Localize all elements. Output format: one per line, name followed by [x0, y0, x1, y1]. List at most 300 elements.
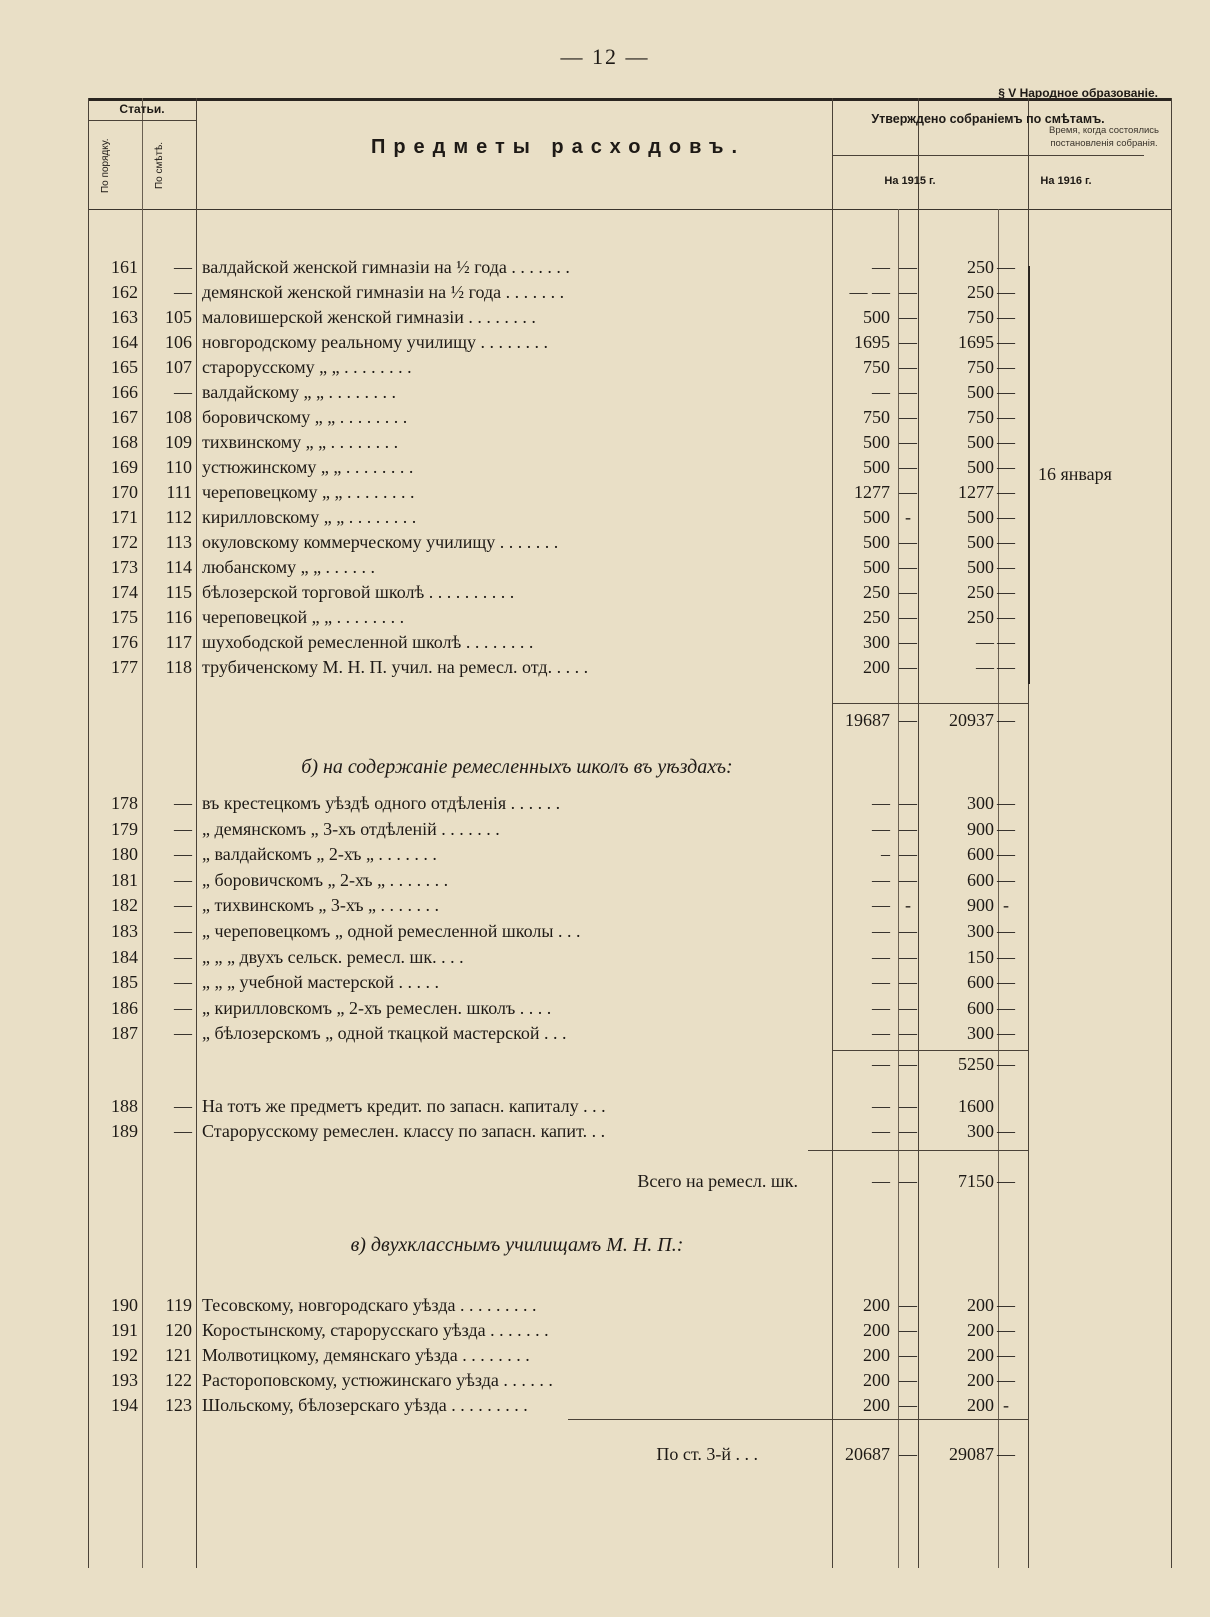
dash-1915: — [899, 382, 917, 402]
row-number: 186 [111, 997, 138, 1018]
value-1915: — [872, 895, 890, 916]
value-1915: 250 [863, 607, 890, 627]
row-number: 168 [111, 432, 138, 452]
dash-1916: — [997, 818, 1015, 839]
dash-1916: — [997, 946, 1015, 967]
row-description: „ тихвинскомъ „ 3-хъ „ . . . . . . . [202, 895, 440, 916]
row-number: 192 [111, 1345, 138, 1365]
row-description: любанскому „ „ . . . . . . [202, 557, 376, 577]
row-number: 173 [111, 557, 138, 577]
value-1916: 1277 [958, 482, 994, 502]
subheading-v: в) двухкласснымъ училищамъ М. Н. П.: [350, 1234, 684, 1256]
value-1915: — [872, 793, 890, 813]
dash-1915: — [899, 997, 917, 1018]
table-row [88, 255, 1172, 280]
total-remesl-label: Всего на ремесл. шк. [637, 1171, 798, 1191]
dash-1916: — [997, 407, 1015, 427]
estimate-number: — [174, 921, 192, 941]
row-description: „ демянскомъ „ 3-хъ отдѣленій . . . . . . . [202, 818, 500, 839]
dash-1915: — [899, 607, 917, 627]
estimate-number: 106 [165, 332, 192, 352]
dash-1915: — [899, 946, 917, 967]
dash-1915: — [899, 1171, 917, 1191]
table-row [88, 580, 1172, 605]
dash-1916: — [997, 607, 1015, 627]
value-1915: 500 [863, 432, 890, 452]
row-description: валдайскому „ „ . . . . . . . . [202, 382, 397, 402]
estimate-number: 117 [165, 632, 192, 652]
dash-1916: — [997, 1320, 1015, 1340]
value-1915: — [872, 869, 890, 890]
date-bracket [1028, 266, 1036, 684]
row-description: кирилловскому „ „ . . . . . . . . [202, 507, 417, 527]
value-1915: 200 [863, 657, 890, 677]
dash-1916: — [997, 257, 1015, 277]
table-row [88, 945, 1172, 970]
value-1916: 250 [967, 257, 994, 277]
row-number: 165 [111, 357, 138, 377]
grand-total-label: По ст. 3-й . . . [656, 1444, 758, 1464]
row-number: 170 [111, 482, 138, 502]
dash-1915: — [899, 257, 917, 277]
dash-1915: — [899, 1320, 917, 1340]
row-number: 169 [111, 457, 138, 477]
value-1915: — [872, 818, 890, 839]
estimate-number: — [174, 972, 192, 993]
row-description: „ „ „ двухъ сельск. ремесл. шк. . . . [202, 946, 464, 967]
dash-1916: — [997, 632, 1015, 652]
table-row [88, 405, 1172, 430]
dash-1916: - [1003, 895, 1009, 916]
row-number: 185 [111, 972, 138, 993]
dash-1915: — [899, 1023, 917, 1044]
dash-1915: — [899, 869, 917, 890]
row-description: Тесовскому, новгородскаго уѣзда . . . . . . . . . [202, 1295, 537, 1315]
dash-1915: — [899, 357, 917, 377]
section-header: § V Народное образованіе. [998, 86, 1158, 100]
table-row [88, 655, 1172, 680]
table-row [88, 1094, 1172, 1119]
estimate-number: — [174, 895, 192, 916]
value-1915: 200 [863, 1295, 890, 1315]
value-1916: 200 [967, 1320, 994, 1340]
table-row [88, 893, 1172, 918]
row-description: Шольскому, бѣлозерскаго уѣзда . . . . . . . . . [202, 1395, 528, 1415]
dash-1916: — [997, 482, 1015, 502]
value-1915: 20687 [845, 1444, 890, 1464]
table-row [88, 605, 1172, 630]
subtotal-rule [832, 1050, 1028, 1051]
row-number: 182 [111, 895, 138, 916]
table-row-total-remesl [88, 1169, 1172, 1194]
row-number: 171 [111, 507, 138, 527]
page-number: — 12 — [560, 44, 650, 69]
estimate-number: — [174, 818, 192, 839]
dash-1915: — [899, 1096, 917, 1116]
row-number: 184 [111, 946, 138, 967]
value-1916: 500 [967, 457, 994, 477]
table-row [88, 919, 1172, 944]
header-bottom-rule [88, 209, 1172, 210]
estimate-number: 115 [165, 582, 192, 602]
dash-1915: — [899, 432, 917, 452]
row-number: 178 [111, 793, 138, 813]
table-row-subtotal-a [88, 708, 1172, 733]
header-stati: Статьи. [119, 102, 165, 116]
subtotal-rule [832, 703, 1028, 704]
row-number: 166 [111, 382, 138, 402]
value-1916: 900 [967, 895, 994, 916]
estimate-number: 116 [165, 607, 192, 627]
table-row [88, 280, 1172, 305]
estimate-number: 111 [166, 482, 192, 502]
expense-table [88, 98, 1172, 1568]
value-1915: 200 [863, 1320, 890, 1340]
value-1915: — [872, 972, 890, 993]
table-top-rule [88, 98, 1172, 101]
row-number: 189 [111, 1121, 138, 1141]
dash-1915: — [899, 1345, 917, 1365]
estimate-number: 113 [165, 532, 192, 552]
table-row [88, 505, 1172, 530]
value-1915: — [872, 1023, 890, 1044]
row-number: 194 [111, 1395, 138, 1415]
row-description: Молвотицкому, демянскаго уѣзда . . . . . . . . [202, 1345, 530, 1365]
row-number: 177 [111, 657, 138, 677]
header-po-poryadku: По порядку. [100, 138, 111, 193]
value-1916: 300 [967, 921, 994, 941]
dash-1915: — [899, 921, 917, 941]
table-row [88, 430, 1172, 455]
estimate-number: — [174, 257, 192, 277]
dash-1916: — [997, 307, 1015, 327]
header-stati-rule [88, 120, 196, 121]
dash-1915: — [899, 482, 917, 502]
value-1915: — [872, 1171, 890, 1191]
dash-1915: — [899, 1395, 917, 1415]
row-number: 175 [111, 607, 138, 627]
estimate-number: 112 [165, 507, 192, 527]
value-1916: 750 [967, 357, 994, 377]
table-row [88, 455, 1172, 480]
value-1915: 500 [863, 307, 890, 327]
table-row [88, 817, 1172, 842]
table-row [88, 996, 1172, 1021]
dash-1916: — [997, 1295, 1015, 1315]
subtotal-rule [808, 1150, 1028, 1151]
table-row [88, 970, 1172, 995]
dash-1916: — [997, 457, 1015, 477]
estimate-number: 120 [165, 1320, 192, 1340]
value-1915: 750 [863, 407, 890, 427]
dash-1916: — [997, 1121, 1015, 1141]
value-1915: — [872, 1054, 890, 1074]
value-1915: 250 [863, 582, 890, 602]
value-1916: 200 [967, 1345, 994, 1365]
estimate-number: — [174, 382, 192, 402]
dash-1915: — [899, 844, 917, 865]
table-row [88, 791, 1172, 816]
row-number: 181 [111, 869, 138, 890]
value-1915: — [872, 257, 890, 277]
table-row [88, 530, 1172, 555]
estimate-number: 108 [165, 407, 192, 427]
dash-1916: — [997, 332, 1015, 352]
value-1915: 500 [863, 457, 890, 477]
row-number: 183 [111, 921, 138, 941]
value-1916: 300 [967, 793, 994, 813]
dash-1915: — [899, 1370, 917, 1390]
table-row [88, 1393, 1172, 1418]
row-number: 162 [111, 282, 138, 302]
dash-1916: — [997, 921, 1015, 941]
row-number: 163 [111, 307, 138, 327]
table-row [88, 842, 1172, 867]
dash-1916: — [997, 1370, 1015, 1390]
value-1915: 1277 [854, 482, 890, 502]
value-1916: 750 [967, 307, 994, 327]
dash-1916: — [997, 282, 1015, 302]
value-1915: 200 [863, 1345, 890, 1365]
table-row [88, 1293, 1172, 1318]
value-1916: 250 [967, 282, 994, 302]
table-row [88, 555, 1172, 580]
value-1915: 500 [863, 532, 890, 552]
subtotal-rule [568, 1419, 1028, 1420]
dash-1916: — [997, 557, 1015, 577]
estimate-number: 122 [165, 1370, 192, 1390]
row-description: „ кирилловскомъ „ 2-хъ ремеслен. школъ . . . . [202, 997, 552, 1018]
row-number: 164 [111, 332, 138, 352]
dash-1916: — [997, 1054, 1015, 1074]
estimate-number: 105 [165, 307, 192, 327]
value-1916: 300 [967, 1023, 994, 1044]
dash-1915: — [899, 332, 917, 352]
value-1916: — [976, 657, 994, 677]
dash-1916: — [997, 382, 1015, 402]
header-utverzhdeno: Утверждено собраніемъ по смѣтамъ. [871, 112, 1105, 126]
table-row [88, 480, 1172, 505]
table-row-grand-total [88, 1442, 1172, 1467]
row-description: новгородскому реальному училищу . . . . . . . . [202, 332, 548, 352]
value-1916: 5250 [958, 1054, 994, 1074]
dash-1915: — [899, 818, 917, 839]
dash-1915: — [899, 407, 917, 427]
row-number: 179 [111, 818, 138, 839]
dash-1916: — [997, 793, 1015, 813]
dash-1915: — [899, 457, 917, 477]
dash-1915: — [899, 1295, 917, 1315]
estimate-number: 109 [165, 432, 192, 452]
dash-1915: — [899, 1444, 917, 1464]
value-1916: 20937 [949, 710, 994, 730]
value-1915: — [872, 382, 890, 402]
row-description: шухободской ремесленной школѣ . . . . . . . . [202, 632, 534, 652]
value-1916: 1695 [958, 332, 994, 352]
value-1916: 500 [967, 557, 994, 577]
estimate-number: 119 [165, 1295, 192, 1315]
row-description: „ „ „ учебной мастерской . . . . . [202, 972, 439, 993]
row-description: череповецкой „ „ . . . . . . . . [202, 607, 405, 627]
estimate-number: 118 [165, 657, 192, 677]
row-description: старорусскому „ „ . . . . . . . . [202, 357, 412, 377]
dash-1916: — [997, 997, 1015, 1018]
dash-1915: — [899, 282, 917, 302]
value-1916: 250 [967, 582, 994, 602]
estimate-number: 110 [165, 457, 192, 477]
value-1915: 300 [863, 632, 890, 652]
row-description: „ бѣлозерскомъ „ одной ткацкой мастерской . . . [202, 1023, 567, 1044]
value-1915: 19687 [845, 710, 890, 730]
dash-1916: — [997, 507, 1015, 527]
estimate-number: — [174, 282, 192, 302]
header-vremya: Время, когда состоялись постановленія собранія. [1048, 125, 1160, 149]
value-1916: — [976, 632, 994, 652]
row-number: 172 [111, 532, 138, 552]
dash-1916: — [997, 532, 1015, 552]
row-description: Коростынскому, старорусскаго уѣзда . . . . . . . [202, 1320, 549, 1340]
table-row-subtotal-b [88, 1052, 1172, 1077]
dash-1915: — [899, 307, 917, 327]
estimate-number: — [174, 1121, 192, 1141]
value-1915: – [881, 844, 890, 865]
estimate-number: 123 [165, 1395, 192, 1415]
estimate-number: — [174, 997, 192, 1018]
value-1916: 1600 [958, 1096, 994, 1116]
dash-1916: — [997, 657, 1015, 677]
dash-1915: — [899, 793, 917, 813]
value-1915: 1695 [854, 332, 890, 352]
row-description: окуловскому коммерческому училищу . . . . . . . [202, 532, 559, 552]
table-row [88, 305, 1172, 330]
dash-1916: — [997, 869, 1015, 890]
decision-date: 16 января [1038, 464, 1112, 484]
row-description: валдайской женской гимназіи на ½ года . . . . . . . [202, 257, 570, 277]
value-1916: 600 [967, 844, 994, 865]
row-number: 193 [111, 1370, 138, 1390]
dash-1916: — [997, 432, 1015, 452]
row-description: череповецкому „ „ . . . . . . . . [202, 482, 415, 502]
dash-1915: - [905, 507, 911, 527]
row-description: „ череповецкомъ „ одной ремесленной школы . . . [202, 921, 581, 941]
row-number: 191 [111, 1320, 138, 1340]
table-row [88, 868, 1172, 893]
value-1916: 200 [967, 1370, 994, 1390]
dash-1916: — [997, 1023, 1015, 1044]
value-1916: 500 [967, 432, 994, 452]
value-1915: 200 [863, 1370, 890, 1390]
value-1916: 500 [967, 532, 994, 552]
table-row [88, 355, 1172, 380]
row-number: 176 [111, 632, 138, 652]
estimate-number: — [174, 844, 192, 865]
row-description: боровичскому „ „ . . . . . . . . [202, 407, 408, 427]
table-row [88, 1343, 1172, 1368]
value-1915: — [872, 1096, 890, 1116]
value-1916: 200 [967, 1295, 994, 1315]
table-row [88, 380, 1172, 405]
header-year-1915: На 1915 г. [884, 175, 936, 187]
value-1916: 500 [967, 507, 994, 527]
row-description: Растороповскому, устюжинскаго уѣзда . . . . . . [202, 1370, 553, 1390]
row-number: 167 [111, 407, 138, 427]
value-1916: 750 [967, 407, 994, 427]
value-1916: 300 [967, 1121, 994, 1141]
subheading-b: б) на содержаніе ремесленныхъ школъ въ уѣздахъ: [301, 756, 733, 778]
row-number: 180 [111, 844, 138, 865]
dash-1915: — [899, 557, 917, 577]
row-number: 188 [111, 1096, 138, 1116]
table-row [88, 1368, 1172, 1393]
value-1915: — — [849, 282, 890, 302]
estimate-number: 121 [165, 1345, 192, 1365]
dash-1915: — [899, 582, 917, 602]
dash-1915: — [899, 1054, 917, 1074]
value-1915: — [872, 1121, 890, 1141]
value-1915: 750 [863, 357, 890, 377]
table-row [88, 630, 1172, 655]
value-1916: 600 [967, 869, 994, 890]
row-description: устюжинскому „ „ . . . . . . . . [202, 457, 414, 477]
value-1916: 29087 [949, 1444, 994, 1464]
row-description: Старорусскому ремеслен. классу по запасн. капит. . . [202, 1121, 606, 1141]
row-description: „ валдайскомъ „ 2-хъ „ . . . . . . . [202, 844, 437, 865]
estimate-number: 107 [165, 357, 192, 377]
row-description: бѣлозерской торговой школѣ . . . . . . . . . . [202, 582, 515, 602]
dash-1916: — [997, 844, 1015, 865]
dash-1915: - [905, 895, 911, 916]
estimate-number: — [174, 1023, 192, 1044]
row-description: На тотъ же предметъ кредит. по запасн. капиталу . . . [202, 1096, 606, 1116]
estimate-number: — [174, 793, 192, 813]
value-1915: — [872, 946, 890, 967]
header-predmety: Предметы расходовъ. [370, 136, 746, 158]
row-number: 161 [111, 257, 138, 277]
row-description: трубиченскому М. Н. П. учил. на ремесл. отд. . . . . [202, 657, 589, 677]
estimate-number: — [174, 869, 192, 890]
value-1916: 600 [967, 997, 994, 1018]
value-1915: 500 [863, 557, 890, 577]
row-description: демянской женской гимназіи на ½ года . . . . . . . [202, 282, 565, 302]
value-1915: 500 [863, 507, 890, 527]
dash-1916: — [997, 357, 1015, 377]
dash-1916: — [997, 710, 1015, 730]
value-1915: — [872, 921, 890, 941]
dash-1915: — [899, 632, 917, 652]
value-1916: 150 [967, 946, 994, 967]
header-year-1916: На 1916 г. [1040, 175, 1092, 187]
row-description: тихвинскому „ „ . . . . . . . . [202, 432, 399, 452]
table-row [88, 1119, 1172, 1144]
dash-1916: — [997, 1345, 1015, 1365]
estimate-number: — [174, 946, 192, 967]
dash-1915: — [899, 657, 917, 677]
dash-1916: - [1003, 1395, 1009, 1415]
value-1915: 200 [863, 1395, 890, 1415]
dash-1916: — [997, 582, 1015, 602]
estimate-number: — [174, 1096, 192, 1116]
value-1916: 900 [967, 818, 994, 839]
row-description: въ крестецкомъ уѣздѣ одного отдѣленія . . . . . . [202, 793, 561, 813]
value-1915: — [872, 997, 890, 1018]
table-row [88, 1318, 1172, 1343]
row-description: „ боровичскомъ „ 2-хъ „ . . . . . . . [202, 869, 449, 890]
row-number: 187 [111, 1023, 138, 1044]
row-description: маловишерской женской гимназіи . . . . . . . . [202, 307, 536, 327]
value-1916: 600 [967, 972, 994, 993]
estimate-number: 114 [165, 557, 192, 577]
table-row [88, 1021, 1172, 1046]
